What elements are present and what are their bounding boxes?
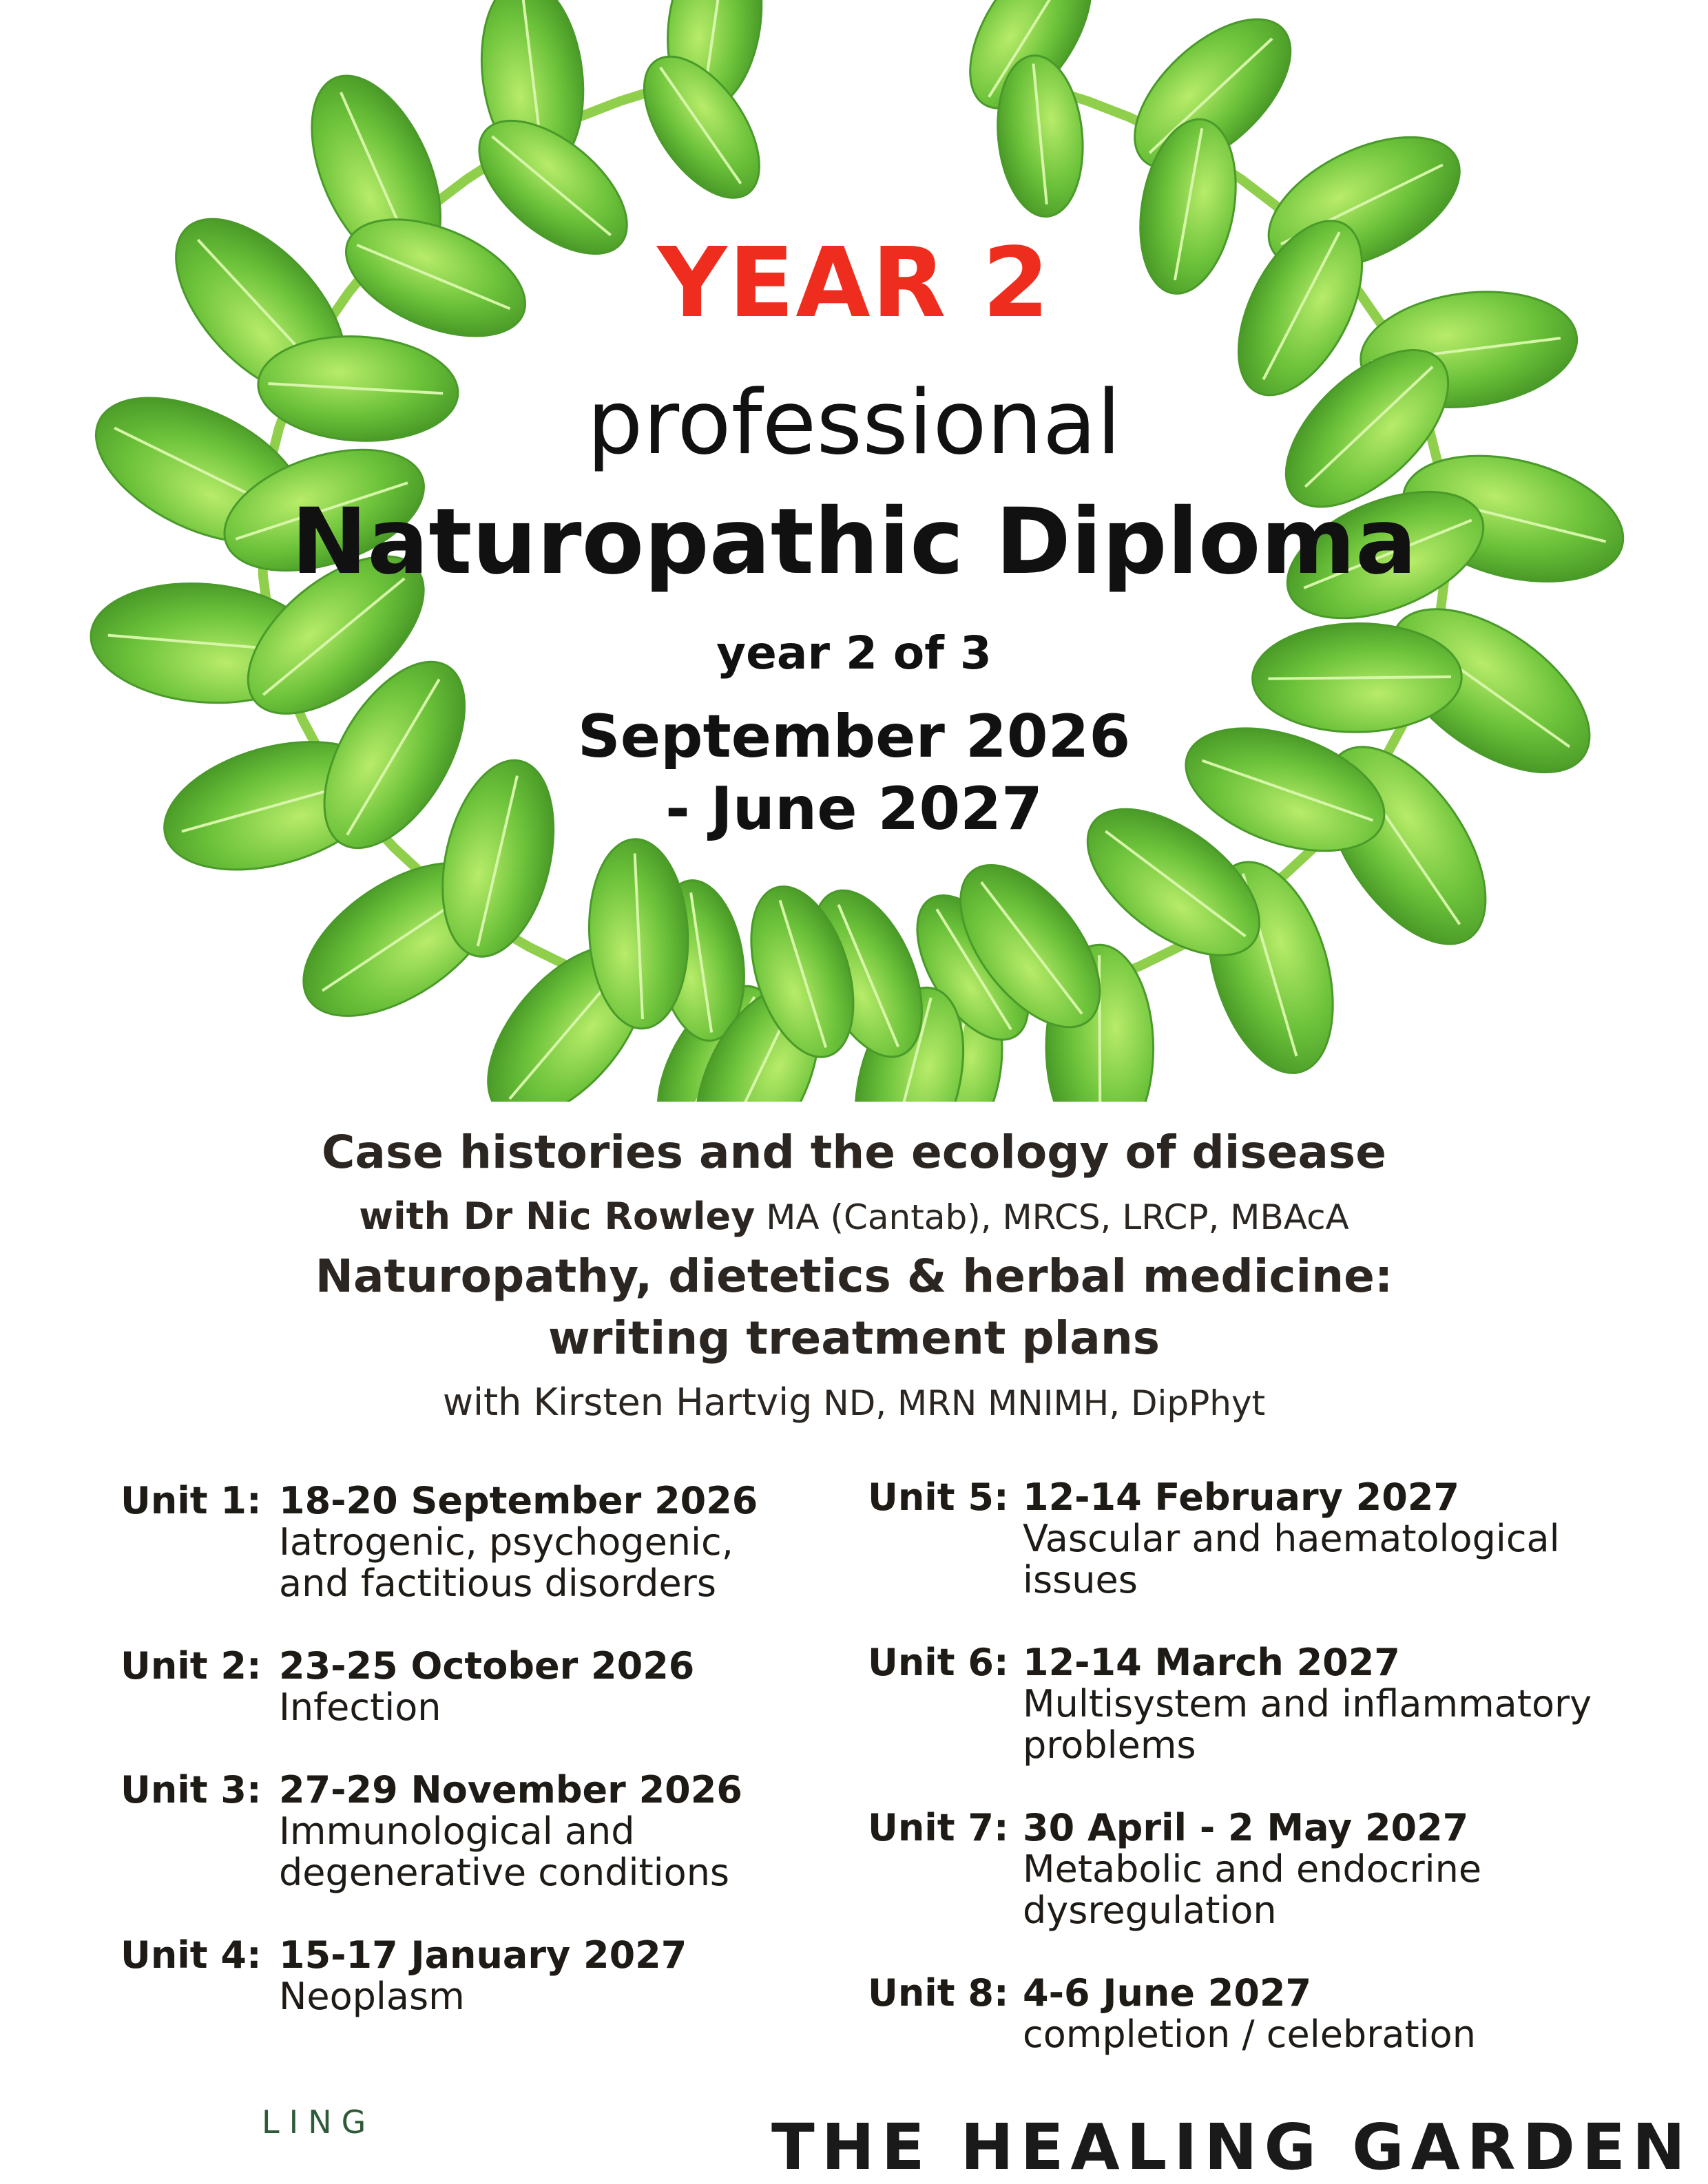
- unit-date: 4-6 June 2027: [1023, 1973, 1311, 2014]
- page-title: Naturopathic Diploma: [0, 489, 1708, 595]
- unit-date: 15-17 January 2027: [279, 1935, 687, 1976]
- course-title: Case histories and the ecology of disease: [0, 1126, 1708, 1179]
- unit-description: Iatrogenic, psychogenic,: [279, 1522, 733, 1563]
- teacher-line: [0, 1380, 1708, 1424]
- unit-description: degenerative conditions: [279, 1852, 729, 1893]
- unit-entry: [121, 1935, 775, 2024]
- unit-entry: [868, 1973, 1625, 2062]
- teacher-name: with Dr Nic Rowley: [359, 1195, 755, 1238]
- unit-date: 30 April - 2 May 2027: [1023, 1807, 1468, 1849]
- unit-date: 18-20 September 2026: [279, 1480, 758, 1522]
- unit-entry: [868, 1477, 1625, 1608]
- year-heading: YEAR 2: [0, 227, 1708, 339]
- subtitle: professional: [0, 372, 1708, 474]
- unit-entry: [121, 1646, 775, 1735]
- unit-description: completion / celebration: [1023, 2014, 1476, 2055]
- unit-description: dysregulation: [1023, 1890, 1481, 1931]
- course-title: writing treatment plans: [0, 1312, 1708, 1365]
- unit-date: 23-25 October 2026: [279, 1646, 694, 1687]
- unit-description: issues: [1023, 1560, 1560, 1601]
- unit-date: 12-14 February 2027: [1023, 1477, 1459, 1518]
- unit-label: Unit 2:: [121, 1646, 262, 1687]
- unit-description: problems: [1023, 1725, 1592, 1766]
- unit-label: Unit 1:: [121, 1480, 262, 1522]
- unit-entry: [868, 1642, 1625, 1773]
- unit-description: Vascular and haematological: [1023, 1518, 1560, 1560]
- teacher-name: with Kirsten Hartvig: [443, 1380, 813, 1424]
- course-title: Naturopathy, dietetics & herbal medicine:: [0, 1250, 1708, 1303]
- unit-entry: [868, 1807, 1625, 1938]
- unit-description: and factitious disorders: [279, 1563, 733, 1604]
- unit-label: Unit 3:: [121, 1770, 262, 1811]
- teacher-line: [0, 1195, 1708, 1238]
- unit-description: Metabolic and endocrine: [1023, 1849, 1481, 1890]
- unit-entry: [121, 1480, 775, 1611]
- year-of-label: year 2 of 3: [0, 627, 1708, 680]
- unit-label: Unit 7:: [868, 1807, 1009, 1849]
- teacher-credentials: MA (Cantab), MRCS, LRCP, MBAcA: [755, 1197, 1348, 1237]
- unit-label: Unit 5:: [868, 1477, 1009, 1518]
- unit-date: 27-29 November 2026: [279, 1770, 742, 1811]
- unit-entry: [121, 1770, 775, 1900]
- unit-description: Immunological and: [279, 1811, 729, 1852]
- teacher-credentials: ND, MRN MNIMH, DipPhyt: [812, 1383, 1265, 1423]
- unit-date: 12-14 March 2027: [1023, 1642, 1400, 1683]
- date-range-start: September 2026: [0, 702, 1708, 771]
- unit-description: Neoplasm: [279, 1976, 465, 2017]
- logo-text-fragment: LING: [262, 2103, 375, 2141]
- date-range-end: - June 2027: [0, 775, 1708, 843]
- unit-label: Unit 6:: [868, 1642, 1009, 1683]
- unit-description: Infection: [279, 1687, 441, 1728]
- unit-description: Multisystem and inflammatory: [1023, 1683, 1592, 1725]
- unit-label: Unit 8:: [868, 1973, 1009, 2014]
- unit-label: Unit 4:: [121, 1935, 262, 1976]
- brand-name-fragment: THE HEALING GARDEN: [771, 2110, 1692, 2184]
